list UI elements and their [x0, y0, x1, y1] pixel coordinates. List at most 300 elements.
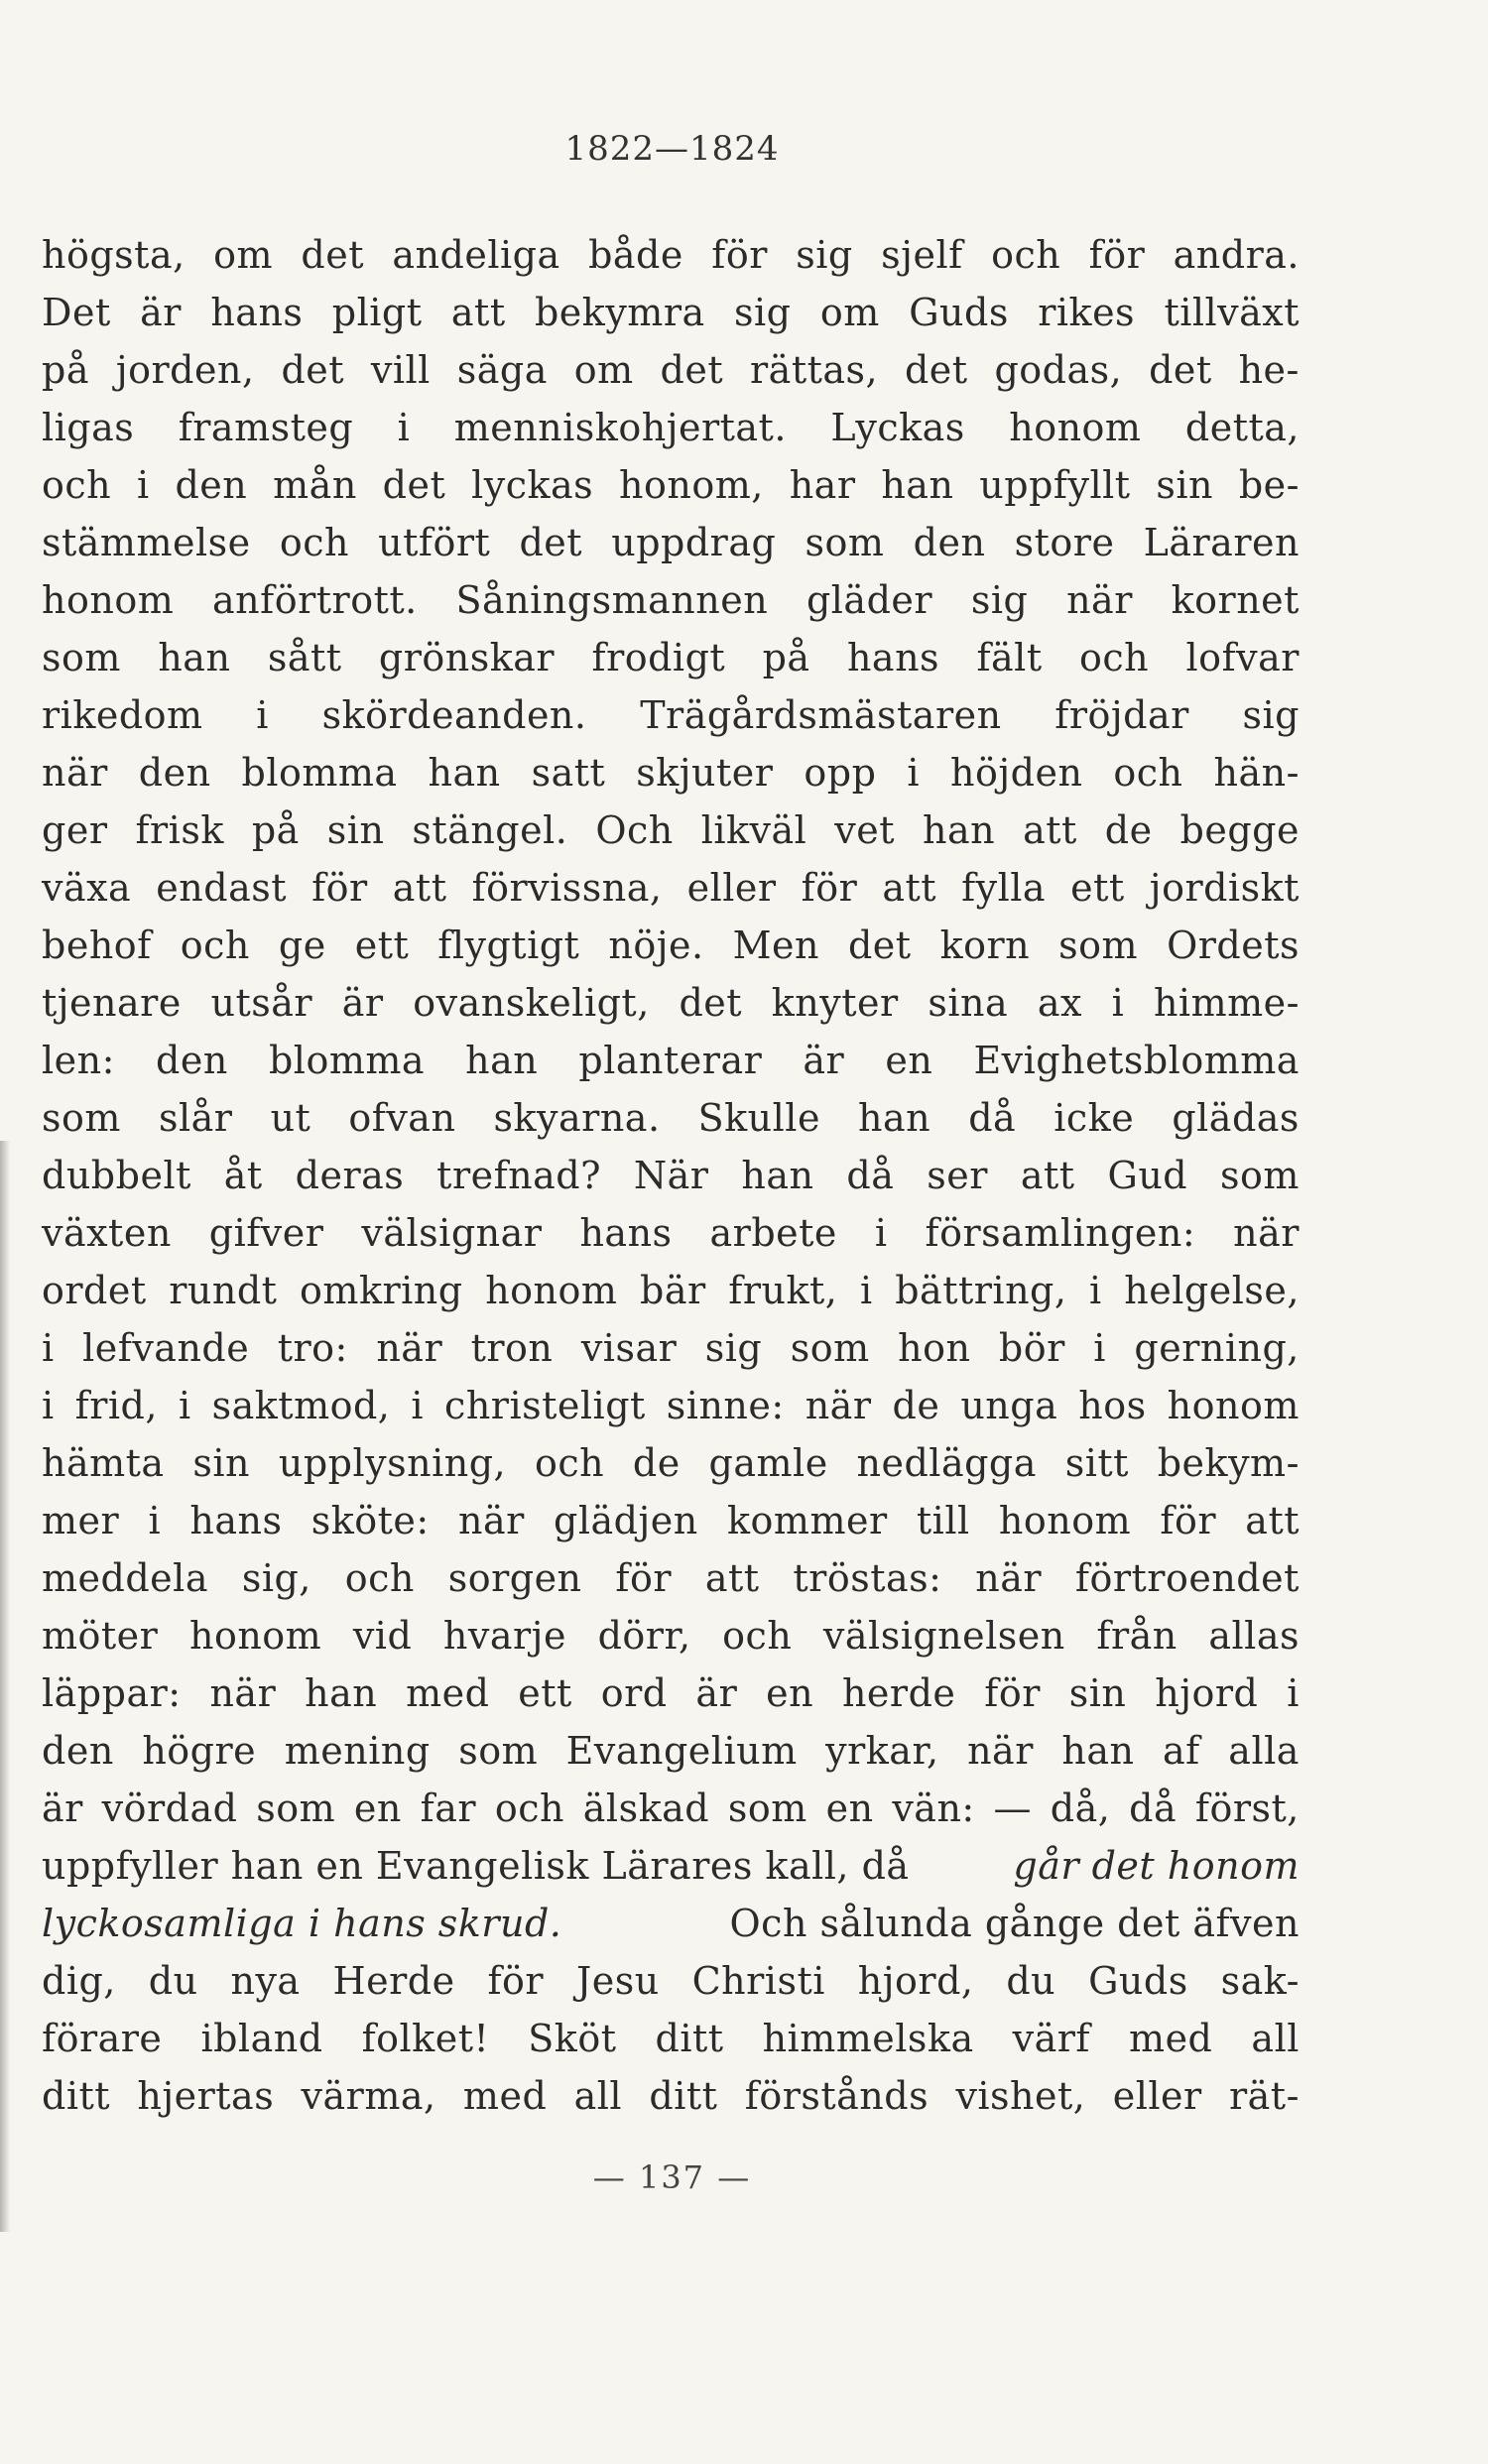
word: ord	[600, 1671, 668, 1715]
word: för	[984, 1671, 1041, 1715]
word: hos	[1078, 1384, 1147, 1427]
word: gifver	[208, 1211, 324, 1255]
word: i	[1111, 981, 1125, 1025]
word: hans	[189, 1499, 283, 1542]
word: Herde	[332, 1959, 455, 2003]
word: likväl	[700, 808, 807, 852]
word: både	[588, 233, 683, 277]
word: på	[42, 348, 89, 392]
word: sin	[326, 808, 385, 852]
text-line-with-emphasis	[42, 1837, 1300, 1895]
word: det	[301, 233, 365, 277]
word: af	[1163, 1729, 1200, 1773]
word: ut	[270, 1096, 311, 1140]
word: då	[968, 1096, 1017, 1140]
word: att	[1023, 808, 1077, 852]
word: de	[632, 1441, 681, 1485]
word: han	[305, 1671, 378, 1715]
word: till	[916, 1499, 970, 1542]
text-line	[42, 1032, 1300, 1089]
word: När	[633, 1154, 709, 1197]
word: Sköt	[528, 2017, 617, 2060]
word: deras	[295, 1154, 405, 1197]
word: Guds	[909, 291, 1009, 334]
word: skyarna.	[493, 1096, 661, 1140]
word: godas,	[994, 348, 1123, 392]
word: som	[1058, 924, 1139, 967]
word: stämmelse	[42, 521, 251, 564]
word: förvissna,	[471, 866, 663, 910]
word: hjord,	[857, 1959, 974, 2003]
word: meddela	[42, 1556, 208, 1600]
word: slår	[159, 1096, 233, 1140]
word: grönskar	[378, 636, 556, 679]
word: unga	[960, 1384, 1058, 1427]
text-line	[42, 226, 1300, 284]
word: honom,	[619, 463, 764, 507]
word: den	[42, 1729, 114, 1773]
word: som	[42, 636, 121, 679]
text-line	[42, 686, 1300, 744]
word: yrkar,	[825, 1729, 939, 1773]
word: ax	[1037, 981, 1082, 1025]
word: sköte:	[310, 1499, 430, 1542]
word: bättring,	[895, 1269, 1067, 1312]
text-line	[42, 341, 1300, 399]
word: som	[256, 1786, 336, 1830]
word: lefvande	[82, 1326, 250, 1370]
word: i	[256, 693, 269, 737]
word: flygtigt	[437, 924, 580, 967]
word: korn	[939, 924, 1031, 967]
word: Christi	[691, 1959, 825, 2003]
word: en	[766, 1671, 814, 1715]
emphasized-text: lyckosamliga i hans skrud.	[42, 1902, 562, 1945]
word: all	[1251, 2017, 1300, 2060]
word: högre	[142, 1729, 257, 1773]
text-line	[42, 1607, 1300, 1664]
word: han	[465, 1039, 539, 1082]
word: då,	[1050, 1786, 1111, 1830]
word: det	[382, 463, 446, 507]
word: herde	[841, 1671, 956, 1715]
word: är	[42, 1786, 83, 1830]
word: och	[279, 521, 349, 564]
word: i	[42, 1384, 55, 1427]
word: satt	[531, 751, 606, 795]
emphasized-text: går det honom	[1013, 1844, 1300, 1888]
word: uppdrag	[611, 521, 777, 564]
text-line	[42, 1319, 1300, 1377]
text-line	[42, 1952, 1300, 2010]
text-line	[42, 1722, 1300, 1780]
word: sig,	[241, 1556, 311, 1600]
page-number: — 137 —	[592, 2158, 752, 2196]
word: —	[993, 1786, 1033, 1830]
word: knyter	[771, 981, 899, 1025]
word: trefnad?	[436, 1154, 601, 1197]
word: och	[180, 924, 250, 967]
word: den	[156, 1039, 228, 1082]
word: Läraren	[1143, 521, 1300, 564]
word: det	[660, 348, 724, 392]
word: han	[158, 636, 231, 679]
word: vid	[352, 1614, 413, 1658]
word: Lyckas	[830, 406, 965, 449]
word: tron	[470, 1326, 554, 1370]
word: läppar:	[42, 1671, 182, 1715]
text-line	[42, 1262, 1300, 1319]
word: i	[859, 1269, 873, 1312]
word: frodigt	[591, 636, 726, 679]
text-line	[42, 1492, 1300, 1549]
word: christeligt	[444, 1384, 646, 1427]
word: vet	[834, 808, 896, 852]
word: i	[178, 1384, 191, 1427]
word: förtroendet	[1074, 1556, 1300, 1600]
word: sitt	[1064, 1441, 1129, 1485]
text-line	[42, 1434, 1300, 1492]
word: värf	[1012, 2017, 1090, 2060]
binding-shadow	[0, 1141, 10, 2232]
word: Och	[595, 808, 674, 852]
word: det	[519, 521, 583, 564]
word: icke	[1054, 1096, 1135, 1140]
word: förstånds	[744, 2074, 930, 2118]
word: när	[42, 751, 108, 795]
word: visar	[580, 1326, 678, 1370]
word: att	[882, 866, 937, 910]
word: att	[392, 866, 447, 910]
word: sina	[928, 981, 1009, 1025]
word: sin	[192, 1441, 251, 1485]
word: för	[1160, 1499, 1217, 1542]
word: himme-	[1153, 981, 1300, 1025]
word: ett	[1070, 866, 1125, 910]
word: uppfyllt	[979, 463, 1131, 507]
word: åt	[223, 1154, 263, 1197]
word: be-	[1238, 463, 1300, 507]
word: som	[42, 1096, 121, 1140]
text-line	[42, 1204, 1300, 1262]
word: stängel.	[412, 808, 568, 852]
word: det	[1149, 348, 1212, 392]
text-line	[42, 1147, 1300, 1204]
word: och	[42, 463, 112, 507]
text-line	[42, 1089, 1300, 1147]
word: gläder	[806, 578, 933, 622]
word: bör	[998, 1326, 1065, 1370]
word: utfört	[378, 521, 491, 564]
word: för	[487, 1959, 545, 2003]
word: Trägårdsmästaren	[640, 693, 1002, 737]
word: välsignelsen	[822, 1614, 1065, 1658]
word: tro:	[277, 1326, 348, 1370]
word: och	[494, 1786, 564, 1830]
word: om	[213, 233, 274, 277]
word: i	[148, 1499, 162, 1542]
word: andeliga	[392, 233, 560, 277]
word: omkring	[300, 1269, 463, 1312]
word: hans	[846, 636, 940, 679]
word: frid,	[74, 1384, 158, 1427]
word: för	[1088, 233, 1146, 277]
word: församlingen:	[925, 1211, 1196, 1255]
word: när	[376, 1326, 443, 1370]
word: hän-	[1213, 751, 1300, 795]
word: den	[175, 463, 248, 507]
word: om	[819, 291, 880, 334]
word: för	[711, 233, 768, 277]
word: alla	[1228, 1729, 1300, 1773]
word: sinne:	[666, 1384, 785, 1427]
word: hjertas	[137, 2074, 275, 2118]
word: en	[825, 1786, 874, 1830]
word: den	[913, 521, 986, 564]
word: växa	[42, 866, 132, 910]
word: sig	[734, 291, 792, 334]
word: allas	[1208, 1614, 1300, 1658]
word: i	[1287, 1671, 1300, 1715]
word: det	[679, 981, 743, 1025]
word: hon	[898, 1326, 971, 1370]
word: ovanskeligt,	[413, 981, 650, 1025]
word: du	[1006, 1959, 1056, 2003]
word: sig	[970, 578, 1029, 622]
word: som	[1220, 1154, 1300, 1197]
word: sin	[1068, 1671, 1127, 1715]
word: arbete	[709, 1211, 837, 1255]
word: i	[136, 463, 150, 507]
word: hjord	[1155, 1671, 1259, 1715]
word: sått	[267, 636, 342, 679]
text-line	[42, 1377, 1300, 1434]
word: han	[858, 1096, 931, 1140]
word: ditt	[649, 2074, 718, 2118]
word: rundt	[169, 1269, 278, 1312]
word: i	[874, 1211, 888, 1255]
word: förare	[42, 2017, 163, 2060]
word: höjden	[950, 751, 1083, 795]
word: och	[344, 1556, 415, 1600]
word: det	[281, 348, 345, 392]
word: nya	[230, 1959, 301, 2003]
word: fylla	[961, 866, 1047, 910]
word: ett	[518, 1671, 572, 1715]
word: när	[967, 1729, 1034, 1773]
word: den	[138, 751, 211, 795]
running-header: 1822—1824	[564, 129, 780, 169]
word: hans	[210, 291, 304, 334]
word: i	[42, 1326, 55, 1370]
word: i	[397, 406, 411, 449]
word: Det	[42, 291, 111, 334]
word: är	[803, 1039, 845, 1082]
text-line-with-emphasis	[42, 1895, 1300, 1952]
word: sorgen	[447, 1556, 582, 1600]
word: först,	[1194, 1786, 1300, 1830]
text-line	[42, 1664, 1300, 1722]
word: sin	[1156, 463, 1213, 507]
word: lyckas	[471, 463, 594, 507]
text-line	[42, 2067, 1300, 2125]
word: blomma	[268, 1039, 426, 1082]
word: kommer	[727, 1499, 888, 1542]
word: de	[1104, 808, 1153, 852]
word: i	[907, 751, 921, 795]
word: sak-	[1220, 1959, 1300, 2003]
word: honom	[485, 1269, 618, 1312]
word: Skulle	[697, 1096, 820, 1140]
text-line	[42, 456, 1300, 514]
text-line	[42, 974, 1300, 1032]
word: i	[1089, 1269, 1102, 1312]
word: skördeanden.	[321, 693, 587, 737]
word: dig,	[42, 1959, 116, 2003]
word: vördad	[101, 1786, 238, 1830]
word: Men	[732, 924, 819, 967]
word: det	[904, 348, 968, 392]
word: ditt	[42, 2074, 111, 2118]
text-line	[42, 917, 1300, 974]
word: växten	[42, 1211, 172, 1255]
text-line	[42, 399, 1300, 456]
word: det	[847, 924, 912, 967]
word: rikedom	[42, 693, 203, 737]
text-line	[42, 284, 1300, 341]
word: och	[722, 1614, 793, 1658]
word: i	[411, 1384, 425, 1427]
word: tjenare	[42, 981, 182, 1025]
word: att	[450, 291, 506, 334]
word: mån	[273, 463, 357, 507]
word: rikes	[1038, 291, 1136, 334]
word: sig	[796, 233, 853, 277]
word: vill	[370, 348, 431, 392]
word: med	[462, 2074, 548, 2118]
word: ett	[354, 924, 410, 967]
word: honom	[1167, 1384, 1300, 1427]
word: frisk	[135, 808, 224, 852]
word: Såningsmannen	[455, 578, 769, 622]
word: när	[805, 1384, 872, 1427]
word: när	[457, 1499, 525, 1542]
text-line	[42, 2010, 1300, 2067]
word: detta,	[1184, 406, 1300, 449]
word: med	[1129, 2017, 1213, 2060]
word: som	[805, 521, 885, 564]
word: glädas	[1172, 1096, 1300, 1140]
word: honom	[188, 1614, 322, 1658]
word: en	[885, 1039, 933, 1082]
word: eller	[686, 866, 777, 910]
word: fält	[976, 636, 1043, 679]
text-line	[42, 629, 1300, 686]
word: hämta	[42, 1441, 165, 1485]
word: när	[1066, 578, 1133, 622]
word: är	[140, 291, 182, 334]
word: blomma	[241, 751, 398, 795]
word: honom	[1009, 406, 1142, 449]
word: eller	[1112, 2074, 1202, 2118]
word: ibland	[200, 2017, 323, 2060]
word: är	[695, 1671, 738, 1715]
word: från	[1096, 1614, 1178, 1658]
text-line	[42, 744, 1300, 801]
word: lofvar	[1185, 636, 1300, 679]
word: mening	[284, 1729, 431, 1773]
word: jorden,	[115, 348, 255, 392]
line-text: Och sålunda gånge det äfven	[729, 1902, 1300, 1945]
word: på	[762, 636, 810, 679]
word: du	[148, 1959, 198, 2003]
word: skjuter	[636, 751, 774, 795]
word: ge	[278, 924, 326, 967]
word: ger	[42, 808, 108, 852]
text-line	[42, 801, 1300, 859]
word: rät-	[1228, 2074, 1300, 2118]
word: då	[846, 1154, 895, 1197]
word: ordet	[42, 1269, 147, 1312]
word: Evangelium	[565, 1729, 798, 1773]
word: honom	[42, 578, 175, 622]
word: endast	[156, 866, 288, 910]
word: Evighetsblomma	[973, 1039, 1300, 1082]
word: hvarje	[442, 1614, 566, 1658]
word: he-	[1238, 348, 1300, 392]
word: välsignar	[361, 1211, 543, 1255]
word: och	[991, 233, 1061, 277]
word: himmelska	[762, 2017, 974, 2060]
word: nedlägga	[856, 1441, 1037, 1485]
word: är	[341, 981, 384, 1025]
word: nöje.	[608, 924, 704, 967]
word: sig	[1242, 693, 1300, 737]
word: menniskohjertat.	[453, 406, 787, 449]
word: han	[881, 463, 954, 507]
word: har	[789, 463, 856, 507]
text-line	[42, 1549, 1300, 1607]
word: säga	[456, 348, 548, 392]
word: rättas,	[750, 348, 879, 392]
word: tillväxt	[1164, 291, 1300, 334]
word: begge	[1179, 808, 1300, 852]
word: behof	[42, 924, 152, 967]
word: högsta,	[42, 233, 186, 277]
word: älskad	[582, 1786, 710, 1830]
word: ditt	[655, 2017, 724, 2060]
word: de	[892, 1384, 940, 1427]
word: utsår	[210, 981, 313, 1025]
word: glädjen	[554, 1499, 698, 1542]
word: när	[1233, 1211, 1300, 1255]
word: för	[801, 866, 858, 910]
word: med	[406, 1671, 490, 1715]
word: och	[1113, 751, 1183, 795]
word: frukt,	[728, 1269, 838, 1312]
word: och	[534, 1441, 605, 1485]
word: fröjdar	[1054, 693, 1189, 737]
word: gerning,	[1134, 1326, 1300, 1370]
word: mer	[42, 1499, 120, 1542]
word: då	[1129, 1786, 1178, 1830]
word: sjelf	[881, 233, 963, 277]
word: Ordets	[1167, 924, 1300, 967]
word: och	[1079, 636, 1150, 679]
line-text: uppfyller han en Evangelisk Lärares kall, då	[42, 1844, 910, 1888]
word: far	[420, 1786, 477, 1830]
word: jordiskt	[1149, 866, 1300, 910]
